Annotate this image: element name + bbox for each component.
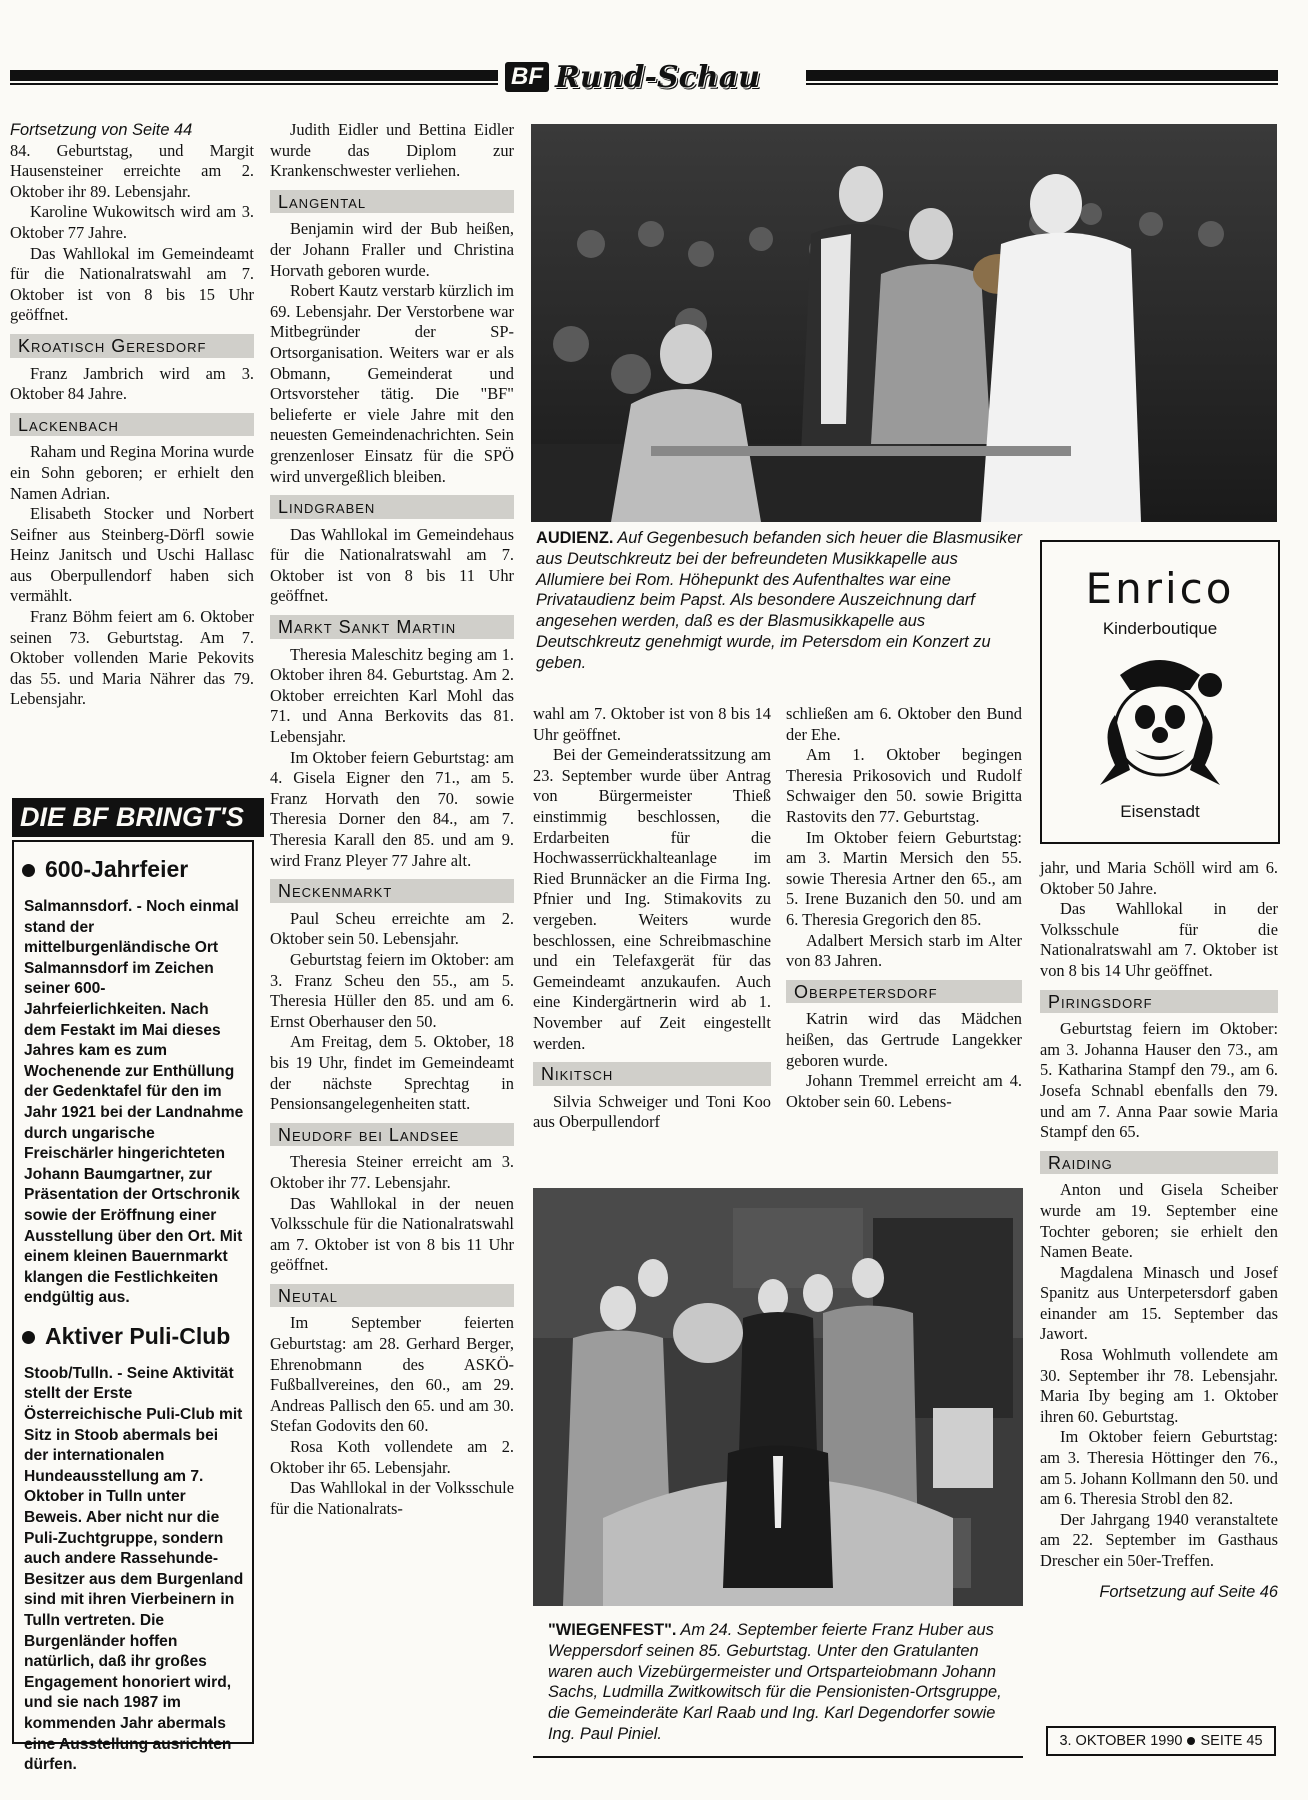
- column-4: [786, 704, 1022, 1112]
- box-item-2-title: Aktiver Puli-Club: [22, 1323, 252, 1350]
- paragraph: Franz Jambrich wird am 3. Oktober 84 Jahre.: [10, 363, 254, 404]
- paragraph: Bei der Gemeinderatssitzung am 23. September wurde über Antrag von Bürgermeister Thieß einstimmig beschlossen, die Erdarbeiten für die Hochwasserrückhalteanlage im Ried Brunnäcker an die Firma Ing. Pfnier und Ing. Stimakovits zu vergeben. Weiters wurde beschlossen, eine Schreibmaschine und ein Telefaxgerät für das Gemeindeamt anzukaufen. Auch eine Kindergärtnerin wird ab 1. November auf Zeit eingestellt werden.: [533, 745, 771, 1053]
- box-title: DIE BF BRINGT'S: [12, 798, 264, 837]
- paragraph: Judith Eidler und Bettina Eidler wurde das Diplom zur Krankenschwester verliehen.: [270, 120, 514, 181]
- paragraph: Im Oktober feiern Geburtstag: am 3. Martin Mersich den 55. sowie Theresia Artner den 65., am 5. Irene Buzanich den 50. und am 6. Theresia Gregorich den 85.: [786, 827, 1022, 929]
- ad-city: Eisenstadt: [1120, 802, 1200, 821]
- paragraph: Das Wahllokal im Gemeindeamt für die Nationalratswahl am 7. Oktober ist von 8 bis 15 Uhr geöffnet.: [10, 243, 254, 325]
- paragraph: Katrin wird das Mädchen heißen, das Gertrude Langekker geboren wurde.: [786, 1009, 1022, 1070]
- paragraph: schließen am 6. Oktober den Bund der Ehe.: [786, 704, 1022, 744]
- column-5: [1040, 858, 1278, 1602]
- paragraph: 84. Geburtstag, und Margit Hausensteiner erreichte am 2. Oktober ihr 89. Lebensjahr.: [10, 140, 254, 201]
- paragraph: Am Freitag, dem 5. Oktober, 18 bis 19 Uhr, findet im Gemeindeamt der nächste Sprechtag in Pensionsangelegenheiten statt.: [270, 1032, 514, 1114]
- continued-from: Fortsetzung von Seite 44: [10, 121, 193, 139]
- paragraph: Im Oktober feiern Geburtstag: am 3. Theresia Höttinger den 76., am 5. Johann Kollmann den 50. und am 6. Theresia Strobl den 82.: [1040, 1427, 1278, 1509]
- paragraph: wahl am 7. Oktober ist von 8 bis 14 Uhr geöffnet.: [533, 704, 771, 744]
- section-heading-neudorf-bei-landsee: Neudorf bei Landsee: [270, 1123, 514, 1147]
- paragraph: Raham und Regina Morina wurde ein Sohn geboren; er erhielt den Namen Adrian.: [10, 442, 254, 503]
- header-rule-left: [10, 70, 498, 81]
- paragraph: Das Wahllokal in der neuen Volksschule für die Nationalratswahl am 7. Oktober ist von 8 bis 11 Uhr geöffnet.: [270, 1193, 514, 1275]
- section-heading-neckenmarkt: Neckenmarkt: [270, 879, 514, 903]
- clown-icon: [1080, 645, 1240, 795]
- section-heading-piringsdorf: Piringsdorf: [1040, 990, 1278, 1014]
- section-heading-lackenbach: Lackenbach: [10, 413, 254, 437]
- paragraph: Geburtstag feiern im Oktober: am 3. Johanna Hauser den 73., am 5. Katharina Stampf den 79., am 6. Josefa Schnabl ebenfalls den 79. und am 7. Anna Paar sowie Maria Stampf den 65.: [1040, 1019, 1278, 1142]
- column-1: [10, 120, 254, 710]
- paragraph: Paul Scheu erreichte am 2. Oktober sein 50. Lebensjahr.: [270, 908, 514, 949]
- box-item-2-text: Stoob/Tulln. - Seine Aktivität stellt der Erste Österreichische Puli-Club mit Sitz in Stoob abermals bei der internationalen Hundeausstellung am 7. Oktober in Tulln unter Beweis. Aber nicht nur die Puli-Zuchtgruppe, sondern auch andere Rassehunde-Besitzer aus dem Burgenland sind mit ihren Vierbeinern in Tulln vertreten. Die Burgenländer hoffen natürlich, daß ihr großes Engagement honoriert wird, und sie nach 1987 im kommenden Jahr abermals eine Ausstellung ausrichten dürfen.: [24, 1364, 244, 1774]
- section-heading-langental: Langental: [270, 190, 514, 214]
- ad-brand: Enrico: [1085, 564, 1235, 613]
- birthday-caption: [548, 1620, 1018, 1745]
- continued-on: Fortsetzung auf Seite 46: [1099, 1582, 1278, 1601]
- box-item-1-title: 600-Jahrfeier: [22, 856, 252, 883]
- paragraph: Im Oktober feiern Geburtstag: am 4. Gisela Eigner den 71., am 5. Franz Horvath den 70. sowie Theresia Dorner den 84., am 7. Theresia Karall den 85. und am 9. wird Franz Pleyer 77 Jahre alt.: [270, 747, 514, 870]
- photo2-frame-bottom: [533, 1756, 1023, 1758]
- paragraph: Anton und Gisela Scheiber wurde am 19. September eine Tochter geboren; sie erhielt den Namen Beate.: [1040, 1180, 1278, 1262]
- audience-caption: [536, 528, 1022, 674]
- footer-date: 3. OKTOBER 1990: [1059, 1733, 1183, 1749]
- column-2: [270, 120, 514, 1519]
- column-3: [533, 704, 771, 1133]
- paragraph: Geburtstag feiern im Oktober: am 3. Franz Scheu den 55., am 5. Theresia Hüller den 85. und am 6. Ernst Oberhauser den 50.: [270, 949, 514, 1031]
- bullet-icon: [22, 1331, 35, 1344]
- section-heading-neutal: Neutal: [270, 1284, 514, 1308]
- audience-photo: [531, 124, 1277, 522]
- news-box: [12, 840, 254, 1774]
- paragraph: Das Wahllokal in der Volksschule für die Nationalrats-: [270, 1478, 514, 1518]
- paragraph: Franz Böhm feiert am 6. Oktober seinen 73. Geburtstag. Am 7. Oktober vollenden Marie Pekovits das 55. und Maria Nährer das 79. Lebensjahr.: [10, 607, 254, 709]
- paragraph: Karoline Wukowitsch wird am 3. Oktober 77 Jahre.: [10, 202, 254, 242]
- paragraph: Adalbert Mersich starb im Alter von 83 Jahren.: [786, 930, 1022, 971]
- bf-logo: BF: [505, 62, 549, 92]
- paragraph: Theresia Steiner erreicht am 3. Oktober ihr 77. Lebensjahr.: [270, 1152, 514, 1192]
- paragraph: Benjamin wird der Bub heißen, der Johann Fraller und Christina Horvath geboren wurde.: [270, 219, 514, 280]
- section-heading-kroatisch-geresdorf: Kroatisch Geresdorf: [10, 334, 254, 358]
- enrico-ad: [1040, 540, 1280, 844]
- birthday-photo: [533, 1188, 1023, 1606]
- paragraph: Magdalena Minasch und Josef Spanitz aus Unterpetersdorf gaben einander am 15. September das Jawort.: [1040, 1262, 1278, 1344]
- caption-text: Auf Gegenbesuch befanden sich heuer die Blasmusiker aus Deutschkreutz bei der befreundeten Musikkapelle aus Allumiere bei Rom. Höhepunkt des Aufenthaltes war eine Privataudienz beim Papst. Als besondere Auszeichnung darf angesehen werden, daß es der Blasmusikkapelle aus Deutschkreutz genehmigt wurde, im Petersdom ein Konzert zu geben.: [536, 529, 1022, 672]
- bullet-icon: [22, 864, 35, 877]
- caption-text: Am 24. September feierte Franz Huber aus Weppersdorf seinen 85. Geburtstag. Unter den Gratulanten waren auch Vizebürgermeister und Ortsparteiobmann Johann Sachs, Ludmilla Zwitkowitsch für die Pensionisten-Ortsgruppe, die Gemeinderäte Karl Raab und Ing. Karl Degendorfer sowie Ing. Paul Piniel.: [548, 1621, 1002, 1743]
- paragraph: Das Wahllokal im Gemeindehaus für die Nationalratswahl am 7. Oktober ist von 8 bis 11 Uhr geöffnet.: [270, 524, 514, 606]
- paragraph: Johann Tremmel erreicht am 4. Oktober sein 60. Lebens-: [786, 1071, 1022, 1111]
- box-item-1-text: Salmannsdorf. - Noch einmal stand der mittelburgenländische Ort Salmannsdorf im Zeichen seiner 600-Jahrfeierlichkeiten. Nach dem Festakt im Mai dieses Jahres kam es zum Wochenende zur Enthüllung der Gedenktafel für den im Jahr 1921 bei der Landnahme durch ungarische Freischärler hingerichteten Johann Baumgartner, zur Präsentation der Ortschronik sowie der Eröffnung einer Ausstellung über den Ort. Mit einem kleinen Bauernmarkt klangen die Festlichkeiten endgültig aus.: [24, 898, 244, 1307]
- audience-photo-image: [531, 124, 1277, 522]
- paragraph: Der Jahrgang 1940 veranstaltete am 22. September im Gasthaus Drescher ein 50er-Treffen.: [1040, 1509, 1278, 1570]
- header-rule-right: [806, 70, 1278, 81]
- section-title: Rund-Schau: [555, 59, 760, 95]
- masthead: [505, 58, 760, 96]
- paragraph: Am 1. Oktober begingen Theresia Prikosovich und Rudolf Schwaiger den 50. sowie Brigitta Rastovits den 77. Geburtstag.: [786, 745, 1022, 826]
- caption-label: AUDIENZ.: [536, 529, 614, 547]
- paragraph: Rosa Koth vollendete am 2. Oktober ihr 65. Lebensjahr.: [270, 1437, 514, 1477]
- header-rule-right-thin: [806, 83, 1278, 85]
- paragraph: jahr, und Maria Schöll wird am 6. Oktober 50 Jahre.: [1040, 858, 1278, 898]
- section-heading-nikitsch: Nikitsch: [533, 1062, 771, 1086]
- footer-bullet-icon: [1187, 1737, 1195, 1745]
- ad-subtitle: Kinderboutique: [1102, 619, 1218, 638]
- caption-label: "WIEGENFEST".: [548, 1621, 677, 1639]
- paragraph: Silvia Schweiger und Toni Koo aus Oberpullendorf: [533, 1091, 771, 1132]
- section-heading-markt-sankt-martin: Markt Sankt Martin: [270, 615, 514, 639]
- page-footer: [1046, 1726, 1276, 1756]
- paragraph: Theresia Maleschitz beging am 1. Oktober ihren 84. Geburtstag. Am 2. Oktober erreichten Karl Mohl das 71. und Anna Berkovits das 81. Lebensjahr.: [270, 644, 514, 747]
- paragraph: Das Wahllokal in der Volksschule für die Nationalratswahl am 7. Oktober ist von 8 bis 14 Uhr geöffnet.: [1040, 899, 1278, 980]
- paragraph: Elisabeth Stocker und Norbert Seifner aus Steinberg-Dörfl sowie Heinz Janitsch und Uschi Hallasc aus Oberpullendorf haben sich vermählt.: [10, 504, 254, 606]
- birthday-photo-image: [533, 1188, 1023, 1606]
- footer-page: SEITE 45: [1200, 1733, 1263, 1749]
- section-heading-raiding: Raiding: [1040, 1151, 1278, 1175]
- header-rule-left-thin: [10, 83, 498, 85]
- section-heading-oberpetersdorf: Oberpetersdorf: [786, 980, 1022, 1004]
- paragraph: Rosa Wohlmuth vollendete am 30. September ihr 78. Lebensjahr. Maria Iby beging am 1. Oktober ihren 60. Geburtstag.: [1040, 1345, 1278, 1426]
- section-heading-lindgraben: Lindgraben: [270, 495, 514, 519]
- paragraph: Im September feierten Geburtstag: am 28. Gerhard Berger, Ehrenobmann des ASKÖ-Fußballvereines, den 60., am 29. Andreas Pallisch den 65. und am 30. Stefan Godovits den 60.: [270, 1313, 514, 1436]
- paragraph: Robert Kautz verstarb kürzlich im 69. Lebensjahr. Der Verstorbene war Mitbegründer der SP-Ortsorganisation. Weiters war er als Obmann, Gemeinderat und Ortsvorsteher tätig. Die "BF" belieferte er viele Jahre mit den neuesten Gemeindenachrichten. Sein grenzenloser Einsatz für die SPÖ wird unvergeßlich bleiben.: [270, 281, 514, 486]
